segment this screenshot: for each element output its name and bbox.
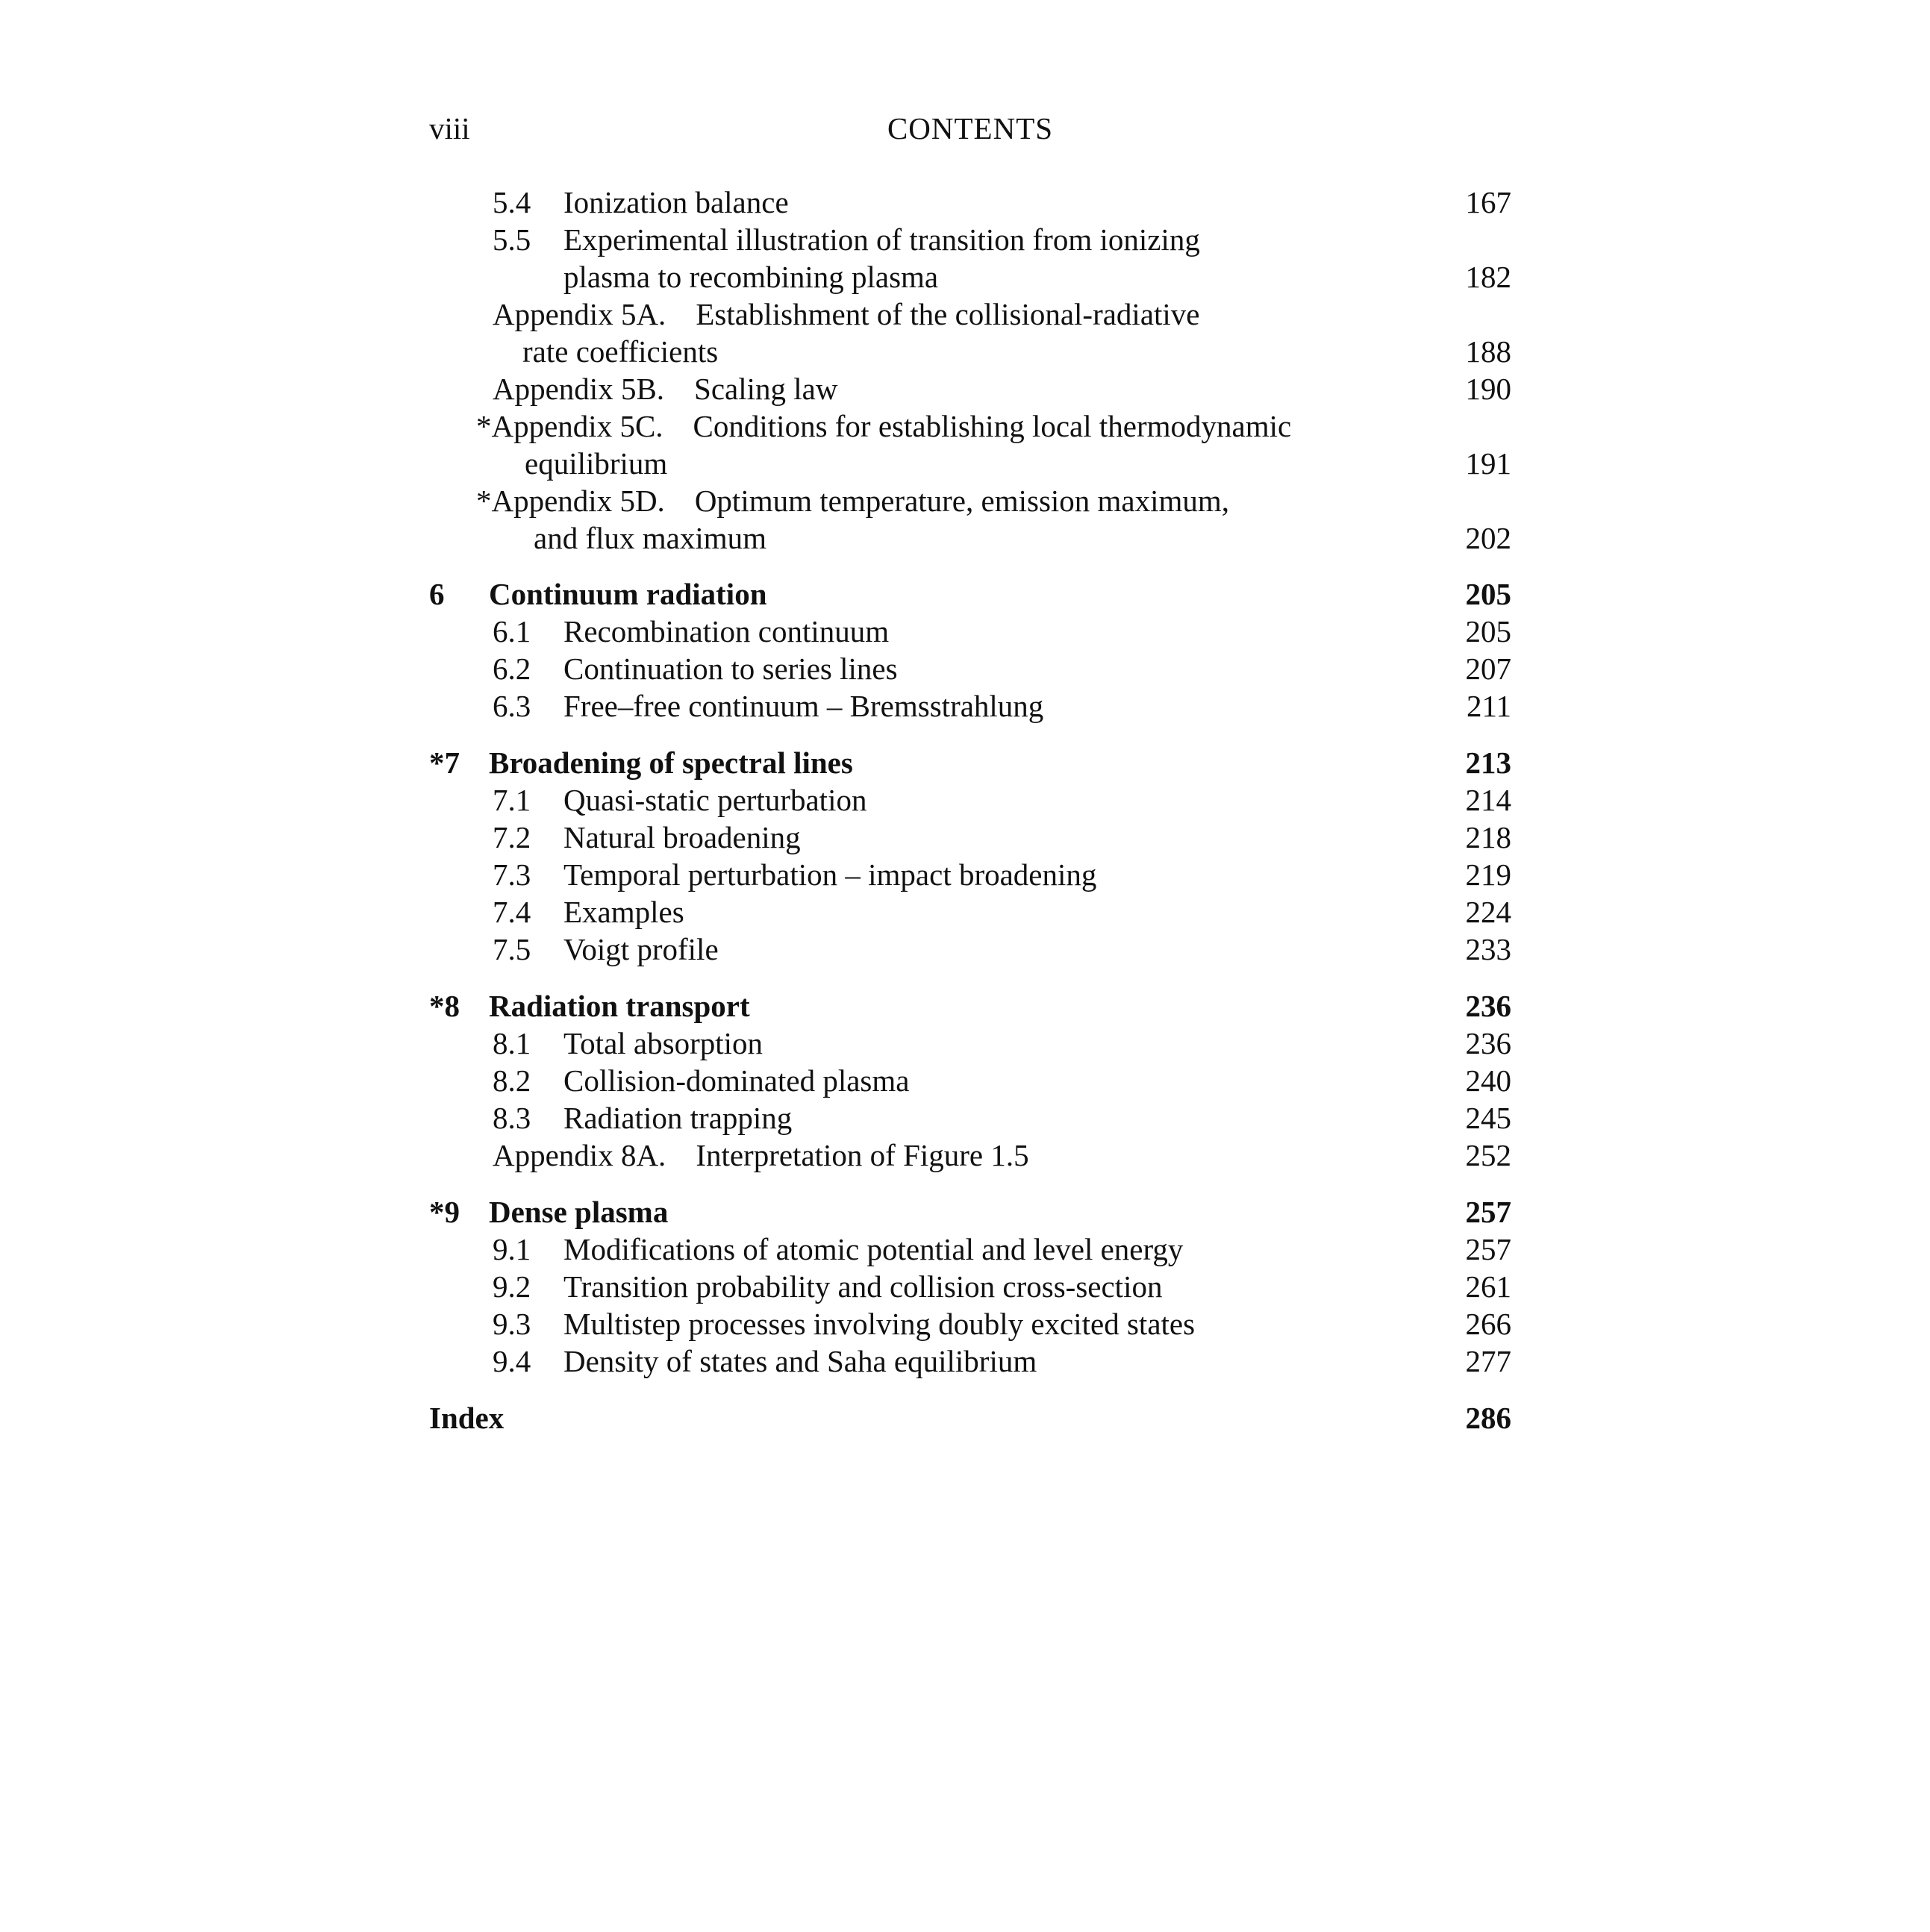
section-title: Natural broadening xyxy=(563,820,801,854)
page-ref: 205 xyxy=(1465,577,1511,611)
section-title: Examples xyxy=(563,895,684,929)
appendix-title: Scaling law xyxy=(694,372,838,406)
section-number: 7.2 xyxy=(493,820,531,854)
page-number: viii xyxy=(429,111,470,146)
page-ref: 266 xyxy=(1465,1307,1511,1341)
section-number: 7.5 xyxy=(493,932,531,966)
section-number: 6.3 xyxy=(493,689,531,723)
section-title: Density of states and Saha equilibrium xyxy=(563,1344,1037,1378)
page-ref: 218 xyxy=(1465,820,1511,854)
page-ref: 219 xyxy=(1465,857,1511,892)
appendix-label: Appendix 5A. xyxy=(493,297,666,331)
section-title: Collision-dominated plasma xyxy=(563,1063,910,1098)
appendix-label: Appendix 8A. xyxy=(493,1138,666,1172)
toc-entry-8-1[interactable] xyxy=(429,1025,1511,1062)
section-number: 6.1 xyxy=(493,614,531,648)
page-ref: 236 xyxy=(1465,989,1511,1023)
section-title: Radiation trapping xyxy=(563,1101,793,1135)
chapter-number: *8 xyxy=(429,989,460,1023)
section-title: Experimental illustration of transition from ionizing xyxy=(563,222,1200,257)
section-title: Temporal perturbation – impact broadening xyxy=(563,857,1097,892)
toc-entry-9-2[interactable] xyxy=(429,1268,1511,1305)
toc-chapter-9[interactable] xyxy=(429,1193,1511,1231)
toc-index[interactable] xyxy=(429,1399,1511,1437)
section-title: Ionization balance xyxy=(563,185,789,219)
toc-entry-appendix-5d[interactable] xyxy=(429,482,1511,519)
appendix-line xyxy=(493,296,1200,333)
page-ref: 257 xyxy=(1465,1195,1511,1229)
toc-entry-appendix-5d-continued[interactable] xyxy=(429,519,1511,557)
appendix-title-continued: and flux maximum xyxy=(534,521,767,555)
page-ref: 233 xyxy=(1465,932,1511,966)
appendix-title-continued: equilibrium xyxy=(525,446,668,481)
toc-entry-appendix-5a[interactable] xyxy=(429,296,1511,333)
chapter-title: Radiation transport xyxy=(489,989,750,1023)
toc-chapter-7[interactable] xyxy=(429,744,1511,781)
toc-entry-6-2[interactable] xyxy=(429,650,1511,687)
page-ref: 188 xyxy=(1465,334,1511,369)
page-ref: 240 xyxy=(1465,1063,1511,1098)
appendix-label: Appendix 5B. xyxy=(493,372,665,406)
toc-entry-appendix-5c[interactable] xyxy=(429,407,1511,445)
page-ref: 236 xyxy=(1465,1026,1511,1060)
page-ref: 261 xyxy=(1465,1269,1511,1304)
section-title: Recombination continuum xyxy=(563,614,890,648)
section-title: Voigt profile xyxy=(563,932,719,966)
page-ref: 211 xyxy=(1467,689,1511,723)
appendix-title: Optimum temperature, emission maximum, xyxy=(694,484,1230,518)
appendix-label: *Appendix 5C. xyxy=(476,409,663,443)
table-of-contents xyxy=(429,184,1511,1437)
section-title: Multistep processes involving doubly excited states xyxy=(563,1307,1196,1341)
appendix-title-continued: rate coefficients xyxy=(522,334,719,369)
section-number: 8.2 xyxy=(493,1063,531,1098)
page-ref: 167 xyxy=(1465,185,1511,219)
section-number: 9.1 xyxy=(493,1232,531,1266)
page-ref: 257 xyxy=(1465,1232,1511,1266)
section-number: 7.3 xyxy=(493,857,531,892)
toc-entry-5-5-continued[interactable] xyxy=(429,258,1511,296)
section-title: Free–free continuum – Bremsstrahlung xyxy=(563,689,1044,723)
toc-entry-6-3[interactable] xyxy=(429,687,1511,725)
toc-entry-8-3[interactable] xyxy=(429,1099,1511,1137)
appendix-line xyxy=(493,1137,1029,1174)
section-number: 8.1 xyxy=(493,1026,531,1060)
toc-entry-7-3[interactable] xyxy=(429,856,1511,893)
toc-chapter-6[interactable] xyxy=(429,575,1511,613)
toc-entry-9-1[interactable] xyxy=(429,1231,1511,1268)
appendix-line xyxy=(476,482,1229,519)
page-header xyxy=(429,110,1511,155)
toc-entry-7-2[interactable] xyxy=(429,819,1511,856)
page-ref: 190 xyxy=(1465,372,1511,406)
page-ref: 207 xyxy=(1465,651,1511,686)
toc-entry-6-1[interactable] xyxy=(429,613,1511,650)
toc-entry-appendix-8a[interactable] xyxy=(429,1137,1511,1174)
page-ref: 182 xyxy=(1465,260,1511,294)
section-title: Transition probability and collision cross-section xyxy=(563,1269,1163,1304)
index-title: Index xyxy=(429,1401,505,1435)
toc-entry-7-1[interactable] xyxy=(429,781,1511,819)
chapter-number: *7 xyxy=(429,745,460,780)
section-number: 9.3 xyxy=(493,1307,531,1341)
page-ref: 213 xyxy=(1465,745,1511,780)
section-title: Quasi-static perturbation xyxy=(563,783,867,817)
appendix-title: Establishment of the collisional-radiative xyxy=(696,297,1200,331)
section-number: 8.3 xyxy=(493,1101,531,1135)
chapter-title: Continuum radiation xyxy=(489,577,767,611)
toc-entry-7-5[interactable] xyxy=(429,931,1511,968)
section-title: Continuation to series lines xyxy=(563,651,898,686)
section-number: 6.2 xyxy=(493,651,531,686)
page-ref: 224 xyxy=(1465,895,1511,929)
page-ref: 214 xyxy=(1465,783,1511,817)
toc-entry-9-3[interactable] xyxy=(429,1305,1511,1342)
section-number: 7.1 xyxy=(493,783,531,817)
toc-entry-appendix-5a-continued[interactable] xyxy=(429,333,1511,370)
page-ref: 205 xyxy=(1465,614,1511,648)
chapter-title: Broadening of spectral lines xyxy=(489,745,853,780)
appendix-line xyxy=(493,370,837,407)
toc-entry-5-5[interactable] xyxy=(429,221,1511,258)
appendix-title: Interpretation of Figure 1.5 xyxy=(696,1138,1029,1172)
section-number: 5.5 xyxy=(493,222,531,257)
page-ref: 202 xyxy=(1465,521,1511,555)
chapter-number: 6 xyxy=(429,577,445,611)
toc-entry-9-4[interactable] xyxy=(429,1342,1511,1380)
section-number: 7.4 xyxy=(493,895,531,929)
section-title: Total absorption xyxy=(563,1026,763,1060)
page-ref: 277 xyxy=(1465,1344,1511,1378)
section-number: 9.2 xyxy=(493,1269,531,1304)
page-ref: 286 xyxy=(1465,1401,1511,1435)
toc-entry-appendix-5c-continued[interactable] xyxy=(429,445,1511,482)
section-number: 9.4 xyxy=(493,1344,531,1378)
section-title-continued: plasma to recombining plasma xyxy=(563,260,939,294)
chapter-number: *9 xyxy=(429,1195,460,1229)
toc-entry-5-4[interactable] xyxy=(429,184,1511,221)
page-ref: 245 xyxy=(1465,1101,1511,1135)
page-ref: 191 xyxy=(1465,446,1511,481)
appendix-label: *Appendix 5D. xyxy=(476,484,665,518)
page-ref: 252 xyxy=(1465,1138,1511,1172)
appendix-title: Conditions for establishing local thermodynamic xyxy=(693,409,1292,443)
section-title: Modifications of atomic potential and level energy xyxy=(563,1232,1184,1266)
toc-entry-8-2[interactable] xyxy=(429,1062,1511,1099)
running-title: CONTENTS xyxy=(887,111,1054,146)
toc-entry-appendix-5b[interactable] xyxy=(429,370,1511,407)
chapter-title: Dense plasma xyxy=(489,1195,669,1229)
appendix-line xyxy=(476,407,1291,445)
toc-entry-7-4[interactable] xyxy=(429,893,1511,931)
section-number: 5.4 xyxy=(493,185,531,219)
toc-chapter-8[interactable] xyxy=(429,987,1511,1025)
